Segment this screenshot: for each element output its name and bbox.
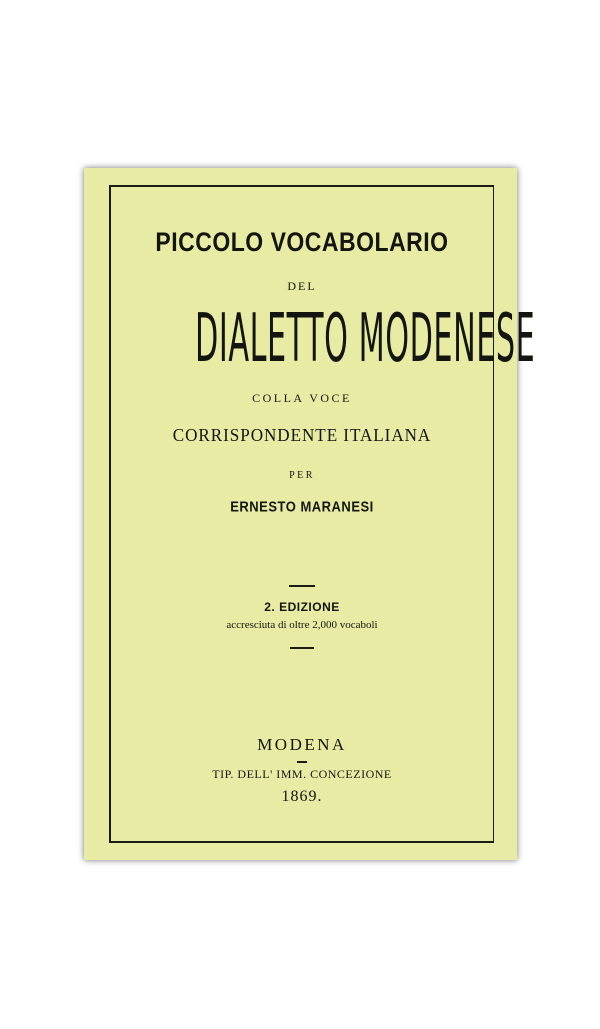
- title-line-1: PICCOLO VOCABOLARIO: [155, 226, 449, 257]
- edition-note: accresciuta di oltre 2,000 vocaboli: [226, 619, 378, 631]
- divider-rule: [290, 647, 314, 649]
- title-line-2: DEL: [287, 279, 317, 293]
- subtitle-line-2: CORRISPONDENTE ITALIANA: [172, 425, 432, 445]
- publication-year: 1869.: [281, 788, 323, 805]
- divider-rule: [297, 761, 307, 763]
- book-title-page: [84, 168, 536, 860]
- subtitle-line-1: COLLA VOCE: [252, 391, 352, 405]
- printer-name: TIP. DELL' IMM. CONCEZIONE: [212, 767, 392, 781]
- author-name: ERNESTO MARANESI: [230, 498, 374, 515]
- main-title: DIALETTO MODENESE: [195, 299, 536, 378]
- by-line: PER: [289, 470, 315, 481]
- edition-label: 2. EDIZIONE: [264, 600, 340, 614]
- divider-rule: [289, 585, 315, 587]
- page-border: [109, 185, 536, 843]
- publisher-city: MODENA: [257, 735, 347, 754]
